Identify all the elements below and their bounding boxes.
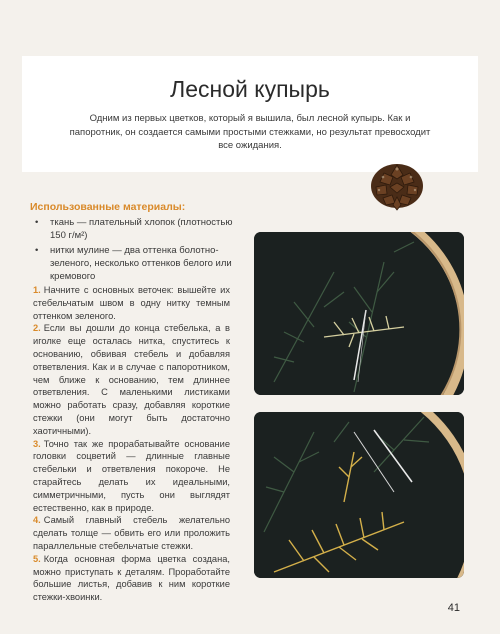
step-item: 4. Самый главный стебель желательно сделать толще — обвить его или проложить параллельные стебельчатые стежки.	[33, 515, 230, 551]
page-title: Лесной купырь	[170, 76, 330, 102]
step-item: 3. Точно так же прорабатывайте основание головки соцветий — длинные главные стебельки и ответвления покороче. Не старайтесь делать их идеальными, симметричными, пусть они выглядят естественно, как в природе.	[33, 438, 230, 513]
bullet-icon: •	[35, 245, 39, 256]
step-item: 1. Начните с основных веточек: вышейте их стебельчатым швом в одну нитку темным оттенком зеленого.	[33, 285, 230, 321]
list-item: • ткань — плательный хлопок (плотностью 150 г/м²)	[35, 217, 233, 241]
steps-section	[33, 284, 230, 604]
page-number: 41	[447, 602, 460, 614]
step-item: 5. Когда основная форма цветка создана, можно приступать к деталям. Проработайте большие листья, добавив к ним короткие стежки-хвоинки.	[33, 553, 230, 603]
materials-section	[30, 201, 235, 285]
materials-heading: Использованные материалы:	[30, 201, 186, 213]
bullet-icon: •	[35, 217, 39, 228]
step-item: 2. Если вы дошли до конца стебелька, а в иголке еще осталась нитка, спуститесь к основанию, обвивая стебель и добавляя ответвления. Как и в случае с папоротником, чем ближе к основанию, тем длиннее ответвления. С маленькими листиками можно работать сразу, добавляя короткие стежки (они могут быть достаточно хаотичными).	[33, 323, 230, 436]
intro-text: Одним из первых цветков, который я вышила, был лесной купырь. Как и папоротник, он создается самыми простыми стежками, но результат превосходит все ожидания.	[69, 113, 431, 151]
pine-cone-image	[368, 155, 426, 213]
list-item: • нитки мулине — два оттенка болотно-зеленого, несколько оттенков белого или кремового	[35, 245, 232, 282]
embroidery-photo-1	[254, 232, 464, 395]
embroidery-hoop-illustration	[254, 232, 464, 395]
embroidery-hoop-illustration	[254, 412, 464, 578]
embroidery-photo-2	[254, 412, 464, 578]
materials-list	[30, 216, 235, 283]
